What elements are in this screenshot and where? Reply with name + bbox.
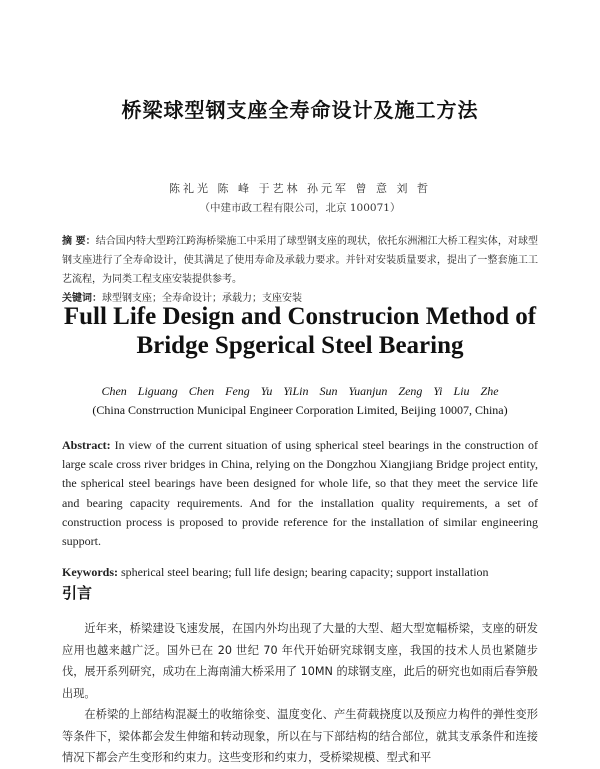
abstract-label: Abstract: <box>62 438 111 452</box>
english-title <box>0 302 600 360</box>
english-authors: Chen Liguang Chen Feng Yu YiLin Sun Yuanjun Zeng Yi Liu Zhe <box>101 384 499 398</box>
chinese-title: 桥梁球型钢支座全寿命设计及施工方法 <box>121 98 479 122</box>
chinese-affiliation: （中建市政工程有限公司，北京 100071） <box>199 202 401 214</box>
keywords-text: 球型钢支座；全寿命设计；承载力；支座安装 <box>102 293 302 304</box>
chinese-authors: 陈礼光 陈 峰 于艺林 孙元军 曾 意 刘 哲 <box>169 182 431 195</box>
chinese-abstract <box>62 232 538 308</box>
keywords-label: Keywords: <box>62 565 118 579</box>
body-text <box>62 618 538 769</box>
english-affiliation: (China Constrruction Municipal Engineer Corporation Limited, Beijing 10007, China) <box>92 403 508 417</box>
english-title-line1: Full Life Design and Construcion Method of <box>63 303 537 330</box>
keywords-text: spherical steel bearing; full life design; bearing capacity; support installation <box>118 565 489 579</box>
abstract-label: 摘 要： <box>62 236 96 247</box>
abstract-text: In view of the current situation of using spherical steel bearings in the construction of large scale cross river bridges in China, relying on the Dongzhou Xiangjiang Bridge project entity, the spherical steel bearings have been designed for whole life, so that they meet the service life and bearing capacity requirements. And for the installation quality requirements, a set of construction process is proposed to provide reference for the installation of similar engineering support. <box>62 438 538 549</box>
english-keywords <box>62 563 538 582</box>
keywords-label: 关键词： <box>62 293 102 304</box>
paragraph: 在桥梁的上部结构混凝土的收缩徐变、温度变化、产生荷载挠度以及预应力构件的弹性变形等条件下，梁体都会发生伸缩和转动现象，所以在与下部结构的结合部位，就其支承条件和连接情况下都会产生变形和约束力。这些变形和约束力，受桥梁规模、型式和平 <box>62 708 538 764</box>
abstract-text: 结合国内特大型跨江跨海桥梁施工中采用了球型钢支座的现状，依托东洲湘江大桥工程实体，对球型钢支座进行了全寿命设计，使其满足了使用寿命及承载力要求。并针对安装质量要求，提出了一整套施工工艺流程，为同类工程支座安装提供参考。 <box>62 236 539 285</box>
section-heading: 引言 <box>62 584 93 602</box>
english-abstract <box>62 436 538 551</box>
paragraph: 近年来，桥梁建设飞速发展，在国内外均出现了大量的大型、超大型宽幅桥梁，支座的研发应用也越来越广泛。国外已在 20 世纪 70 年代开始研究球钢支座，我国的技术人员也紧随步伐，展开系列研究，成功在上海南浦大桥采用了 10MN 的球钢支座，此后的研究也如雨后春笋般出现。 <box>62 622 538 700</box>
english-title-line2: Bridge Spgerical Steel Bearing <box>136 332 464 359</box>
